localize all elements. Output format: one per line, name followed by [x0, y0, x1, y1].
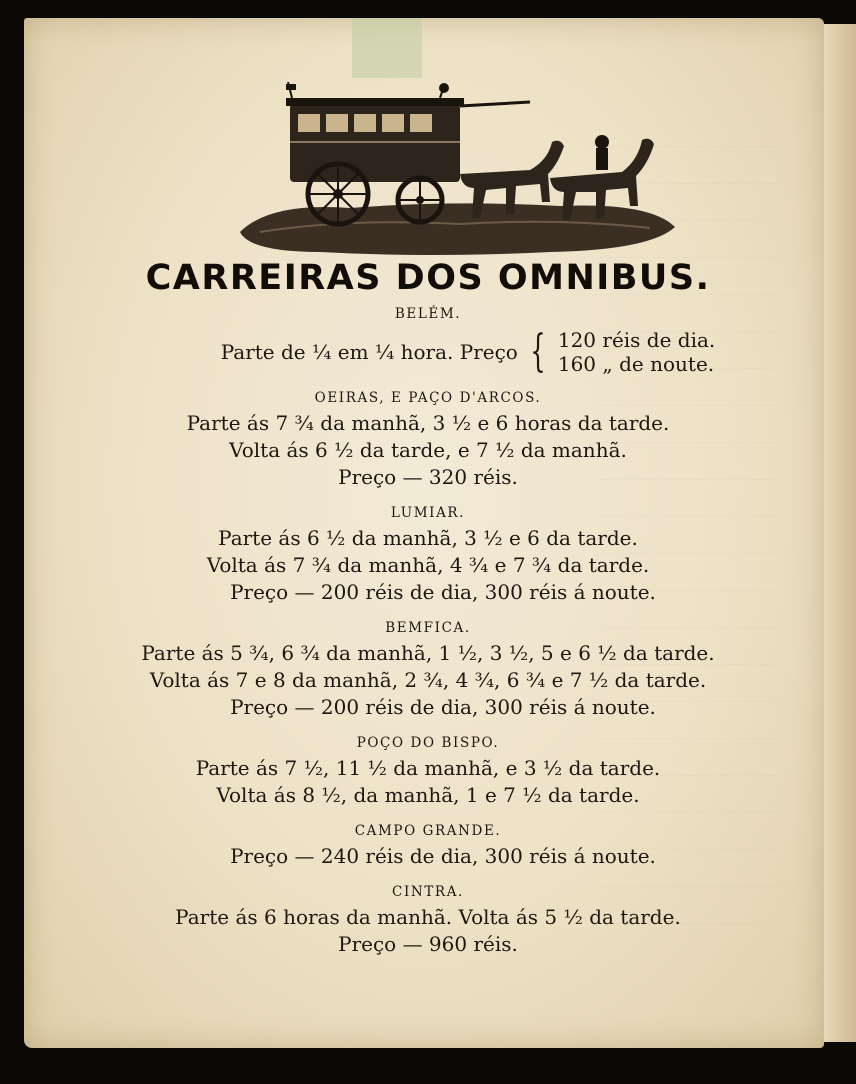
- driver-figure: [439, 83, 449, 93]
- price-day: 120 réis de dia.: [557, 328, 716, 352]
- price-row: [0, 328, 856, 376]
- section-heading: BEMFICA.: [385, 620, 471, 636]
- return-line: Volta ás 7 ¾ da manhã, 4 ¾ e 7 ¾ da tarde.: [206, 553, 650, 577]
- departure-line: Parte ás 7 ¾ da manhã, 3 ½ e 6 horas da tarde.: [186, 411, 670, 435]
- departure-line: Parte de ¼ em ¼ hora. Preço: [220, 340, 518, 364]
- page-title: CARREIRAS DOS OMNIBUS.: [145, 258, 711, 298]
- section-campo-grande: [0, 819, 856, 870]
- coach-window: [410, 114, 432, 132]
- price-line: Preço — 200 réis de dia, 300 réis á noute.: [230, 695, 656, 719]
- departure-line: Parte ás 6 horas da manhã. Volta ás 5 ½ da tarde.: [175, 905, 681, 929]
- whip: [460, 102, 530, 106]
- return-line: Volta ás 6 ½ da tarde, e 7 ½ da manhã.: [229, 438, 627, 462]
- departure-line: Parte ás 7 ½, 11 ½ da manhã, e 3 ½ da tarde.: [195, 756, 661, 780]
- section-bemfica: [0, 616, 856, 721]
- coach-roof: [286, 98, 464, 106]
- section-cintra: [0, 880, 856, 958]
- coach-window: [298, 114, 320, 132]
- coach-window: [354, 114, 376, 132]
- section-heading: OEIRAS, E PAÇO D'ARCOS.: [314, 390, 542, 406]
- section-heading: BELÉM.: [394, 306, 462, 322]
- section-oeiras: [0, 386, 856, 491]
- price-line: Preço — 240 réis de dia, 300 réis á noute.: [230, 844, 656, 868]
- ground-shape: [240, 203, 675, 255]
- section-lumiar: [0, 501, 856, 606]
- return-line: Volta ás 7 e 8 da manhã, 2 ¾, 4 ¾, 6 ¾ e 7 ½ da tarde.: [149, 668, 707, 692]
- rider-figure: [595, 135, 609, 149]
- flag: [286, 84, 296, 90]
- coach-window: [326, 114, 348, 132]
- departure-line: Parte ás 5 ¾, 6 ¾ da manhã, 1 ½, 3 ½, 5 e 6 ½ da tarde.: [141, 641, 715, 665]
- price-line: Preço — 200 réis de dia, 300 réis á noute.: [230, 580, 656, 604]
- coach-window: [382, 114, 404, 132]
- section-heading: CINTRA.: [392, 884, 464, 900]
- section-heading: CAMPO GRANDE.: [354, 823, 502, 839]
- section-heading: LUMIAR.: [390, 505, 466, 521]
- section-heading: POÇO DO BISPO.: [356, 735, 500, 751]
- section-belem: [0, 302, 856, 376]
- price-list: [558, 328, 715, 376]
- schedule-list: [0, 302, 856, 958]
- price-line: Preço — 320 réis.: [338, 465, 518, 489]
- price-line: Preço — 960 réis.: [338, 932, 518, 956]
- price-night: 160 „ de noute.: [557, 352, 715, 376]
- omnibus-illustration: [230, 82, 680, 258]
- section-poco-do-bispo: [0, 731, 856, 809]
- return-line: Volta ás 8 ½, da manhã, 1 e 7 ½ da tarde.: [216, 783, 640, 807]
- departure-line: Parte ás 6 ½ da manhã, 3 ½ e 6 da tarde.: [218, 526, 638, 550]
- brace-icon: {: [530, 326, 546, 377]
- paper-tab: [352, 18, 422, 78]
